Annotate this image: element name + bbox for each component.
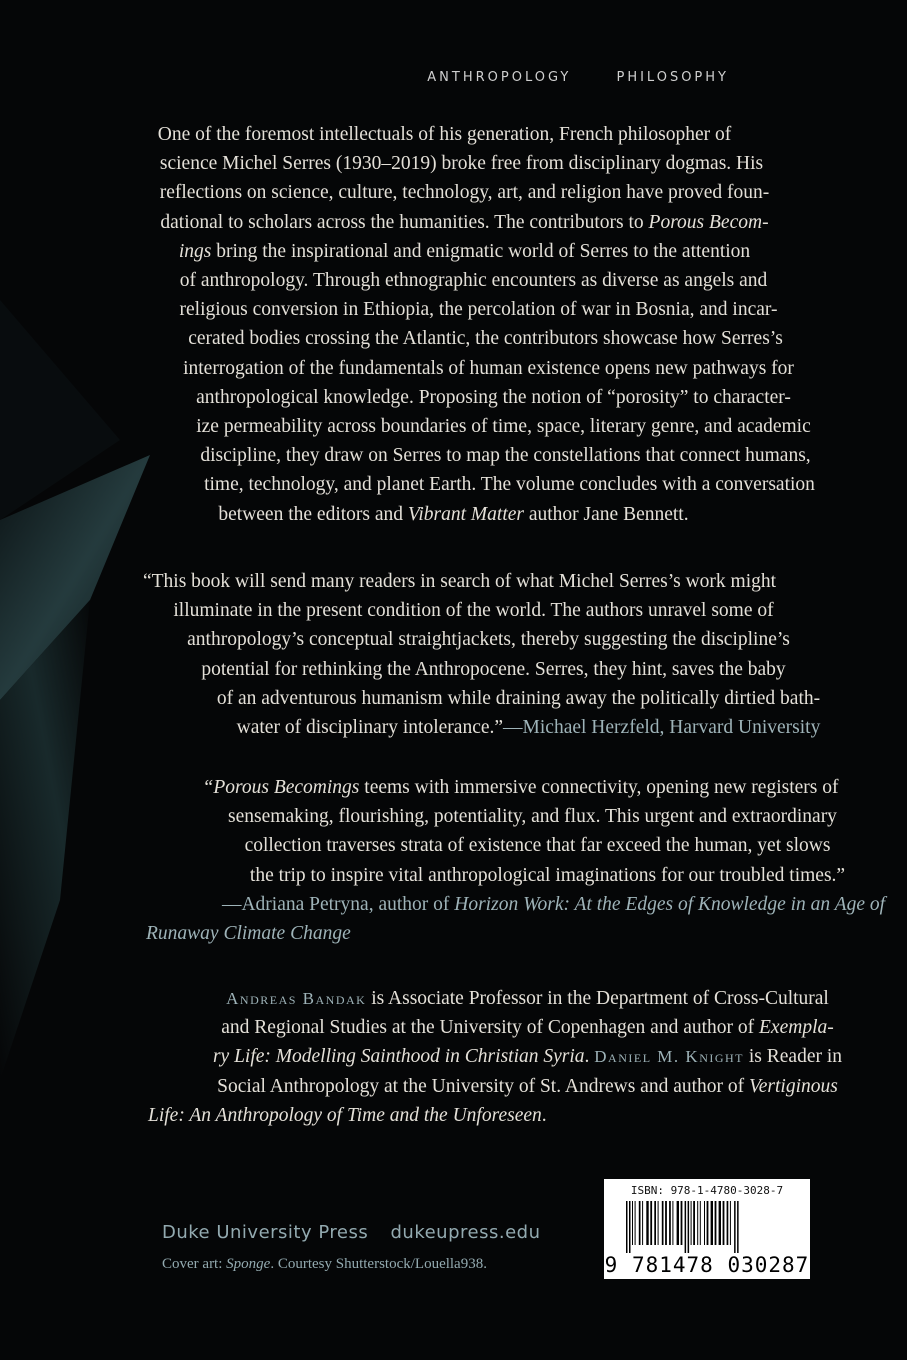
barcode-bar bbox=[715, 1201, 717, 1245]
barcode-bar bbox=[707, 1201, 709, 1245]
barcode-bar bbox=[737, 1201, 739, 1253]
book-title: Vibrant Matter bbox=[407, 503, 524, 525]
barcode-bar bbox=[719, 1201, 721, 1245]
isbn-label: ISBN: 978-1-4780-3028-7 bbox=[630, 1184, 784, 1197]
barcode-bar bbox=[688, 1201, 690, 1253]
blurb-line: of anthropology. Through ethnographic encounters as diverse as angels and bbox=[179, 270, 768, 292]
isbn-barcode bbox=[604, 1179, 810, 1279]
blurb-line: dational to scholars across the humanities. The contributors to Porous Becom- bbox=[160, 211, 769, 233]
barcode-bar bbox=[672, 1201, 673, 1245]
blurb-line: ize permeability across boundaries of time, space, literary genre, and academic bbox=[196, 416, 811, 438]
barcode-bar bbox=[711, 1201, 713, 1245]
blurb-line: science Michel Serres (1930–2019) broke free from disciplinary dogmas. His bbox=[159, 153, 764, 175]
category-labels bbox=[389, 70, 729, 85]
endorsement-petryna bbox=[0, 773, 907, 948]
barcode-bar bbox=[662, 1201, 664, 1245]
quote-line: “This book will send many readers in search of what Michel Serres’s work might bbox=[142, 571, 777, 592]
blurb-line: between the editors and Vibrant Matter author Jane Bennett. bbox=[218, 503, 689, 525]
barcode-bar bbox=[704, 1201, 705, 1245]
blurb-line: reflections on science, culture, technology, art, and religion have proved foun- bbox=[159, 182, 770, 204]
book-title: Porous Becom- bbox=[648, 211, 769, 233]
quote-line: potential for rethinking the Anthropocene. Serres, they hint, saves the baby bbox=[201, 658, 786, 680]
author-name: Daniel M. Knight bbox=[594, 1047, 745, 1067]
quote-attribution: —Adriana Petryna, author of Horizon Work: At the Edges of Knowledge in an Age of bbox=[221, 893, 886, 915]
quote-line: illuminate in the present condition of the world. The authors unravel some of bbox=[173, 600, 774, 622]
category-anthropology: ANTHROPOLOGY bbox=[427, 70, 572, 85]
barcode-bar bbox=[650, 1201, 652, 1245]
cover-art-credit: Cover art: Sponge. Courtesy Shutterstock/Louella938. bbox=[162, 1256, 487, 1272]
barcode-bars bbox=[612, 1201, 802, 1253]
blurb-line: cerated bodies crossing the Atlantic, the contributors showcase how Serres’s bbox=[188, 328, 783, 350]
publisher-info bbox=[162, 1222, 540, 1243]
quote-line: water of disciplinary intolerance.”—Michael Herzfeld, Harvard University bbox=[236, 717, 821, 739]
publisher-url: dukeupress.edu bbox=[390, 1222, 541, 1243]
barcode-bar bbox=[723, 1201, 725, 1245]
barcode-bar bbox=[635, 1201, 636, 1245]
barcode-bar bbox=[646, 1201, 648, 1245]
quote-line: anthropology’s conceptual straightjackets, thereby suggesting the discipline’s bbox=[187, 629, 790, 651]
barcode-bar bbox=[654, 1201, 656, 1245]
barcode-bar bbox=[700, 1201, 701, 1245]
blurb-line: discipline, they draw on Serres to map the constellations that connect humans, bbox=[200, 445, 811, 467]
blurb-line: religious conversion in Ethiopia, the percolation of war in Bosnia, and incar- bbox=[179, 299, 778, 321]
barcode-bar bbox=[727, 1201, 729, 1245]
author-name: Andreas Bandak bbox=[226, 989, 367, 1008]
barcode-bar bbox=[685, 1201, 687, 1253]
barcode-bar bbox=[639, 1201, 641, 1245]
publisher-name: Duke University Press bbox=[162, 1222, 369, 1243]
barcode-bar bbox=[693, 1201, 695, 1245]
barcode-bar bbox=[669, 1201, 671, 1245]
quote-line: collection traverses strata of existence that far exceed the human, yet slows bbox=[244, 835, 831, 857]
barcode-bar bbox=[626, 1201, 628, 1253]
endorsement-herzfeld bbox=[0, 567, 907, 742]
barcode-bar bbox=[629, 1201, 631, 1253]
quote-line: “Porous Becomings teems with immersive connectivity, opening new registers of bbox=[202, 777, 839, 798]
bio-line: ry Life: Modelling Sainthood in Christian Syria. Daniel M. Knight is Reader in bbox=[212, 1046, 843, 1068]
barcode-bar bbox=[632, 1201, 633, 1245]
barcode-bar bbox=[665, 1201, 667, 1245]
blurb-line: ings bring the inspirational and enigmatic world of Serres to the attention bbox=[178, 240, 751, 262]
quote-line: the trip to inspire vital anthropological imaginations for our troubled times.” bbox=[249, 864, 846, 886]
barcode-bar bbox=[681, 1201, 683, 1245]
barcode-bar bbox=[697, 1201, 698, 1245]
barcode-bar bbox=[677, 1201, 679, 1245]
editor-bios bbox=[0, 984, 907, 1130]
barcode-bar bbox=[642, 1201, 643, 1245]
book-title: “Porous Becomings bbox=[202, 777, 360, 798]
book-title: ings bbox=[178, 240, 212, 262]
blurb-line: interrogation of the fundamentals of human existence opens new pathways for bbox=[183, 357, 794, 379]
barcode-digits: 9 781478 030287 bbox=[604, 1253, 810, 1277]
barcode-bar bbox=[691, 1201, 692, 1245]
blurb-line: One of the foremost intellectuals of his generation, French philosopher of bbox=[157, 124, 732, 145]
quote-line: sensemaking, flourishing, potentiality, and flux. This urgent and extraordinary bbox=[228, 806, 837, 828]
bio-line: Andreas Bandak is Associate Professor in the Department of Cross-Cultural bbox=[226, 988, 829, 1009]
bio-line: Life: An Anthropology of Time and the Unforeseen. bbox=[148, 1104, 547, 1126]
quote-attribution: Runaway Climate Change bbox=[146, 923, 351, 945]
bio-line: Social Anthropology at the University of St. Andrews and author of Vertiginous bbox=[217, 1075, 838, 1097]
quote-attribution: —Michael Herzfeld, Harvard University bbox=[503, 717, 821, 739]
quote-line: of an adventurous humanism while draining away the politically dirtied bath- bbox=[216, 687, 821, 709]
barcode-bar bbox=[730, 1201, 731, 1245]
bio-line: and Regional Studies at the University of Copenhagen and author of Exempla- bbox=[221, 1017, 834, 1039]
book-description bbox=[0, 120, 907, 529]
category-philosophy: PHILOSOPHY bbox=[616, 70, 729, 85]
blurb-line: time, technology, and planet Earth. The volume concludes with a conversation bbox=[204, 474, 815, 496]
barcode-bar bbox=[658, 1201, 659, 1245]
barcode-bar bbox=[734, 1201, 736, 1253]
blurb-line: anthropological knowledge. Proposing the notion of “porosity” to character- bbox=[196, 386, 791, 408]
